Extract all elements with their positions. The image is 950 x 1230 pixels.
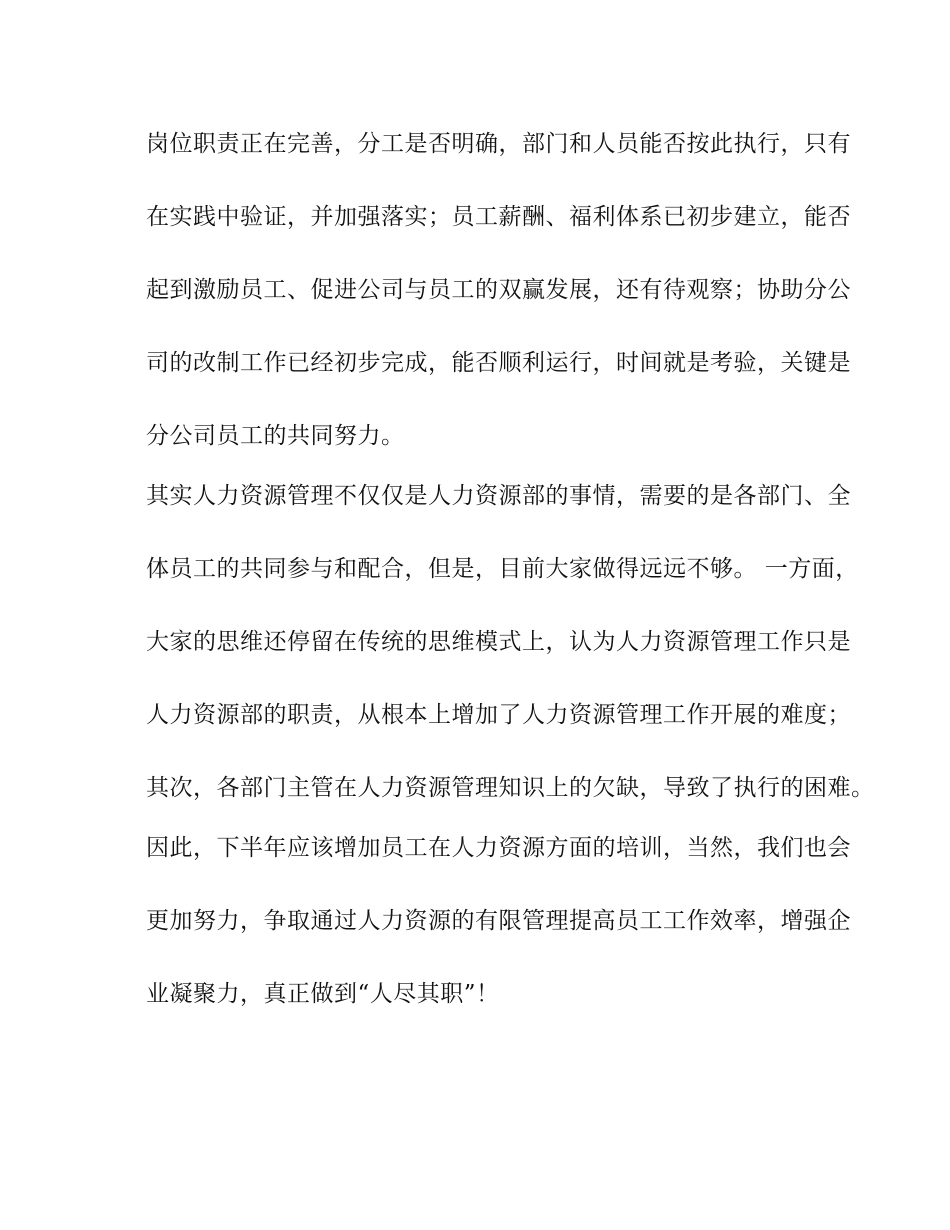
text-line: 司的改制工作已经初步完成，能否顺利运行，时间就是考验，关键是 bbox=[146, 350, 851, 376]
text-line: 分公司员工的共同努力。 bbox=[146, 423, 405, 449]
text-line: 体员工的共同参与和配合，但是，目前大家做得远远不够。 一方面， bbox=[146, 556, 859, 582]
text-line: 起到激励员工、促进公司与员工的双赢发展，还有待观察；协助分公 bbox=[146, 277, 851, 303]
text-line: 业凝聚力，真正做到“人尽其职”！ bbox=[146, 981, 500, 1007]
text-line: 大家的思维还停留在传统的思维模式上，认为人力资源管理工作只是 bbox=[146, 629, 851, 655]
text-line: 岗位职责正在完善，分工是否明确，部门和人员能否按此执行，只有 bbox=[146, 131, 851, 157]
text-line: 其次，各部门主管在人力资源管理知识上的欠缺，导致了执行的困难。 bbox=[146, 775, 875, 801]
text-line: 其实人力资源管理不仅仅是人力资源部的事情，需要的是各部门、全 bbox=[146, 483, 851, 509]
text-line: 人力资源部的职责，从根本上增加了人力资源管理工作开展的难度； bbox=[146, 702, 851, 728]
text-line: 因此，下半年应该增加员工在人力资源方面的培训，当然，我们也会 bbox=[146, 835, 851, 861]
text-line: 更加努力，争取通过人力资源的有限管理提高员工工作效率，增强企 bbox=[146, 908, 851, 934]
text-line: 在实践中验证，并加强落实；员工薪酬、福利体系已初步建立，能否 bbox=[146, 204, 851, 230]
